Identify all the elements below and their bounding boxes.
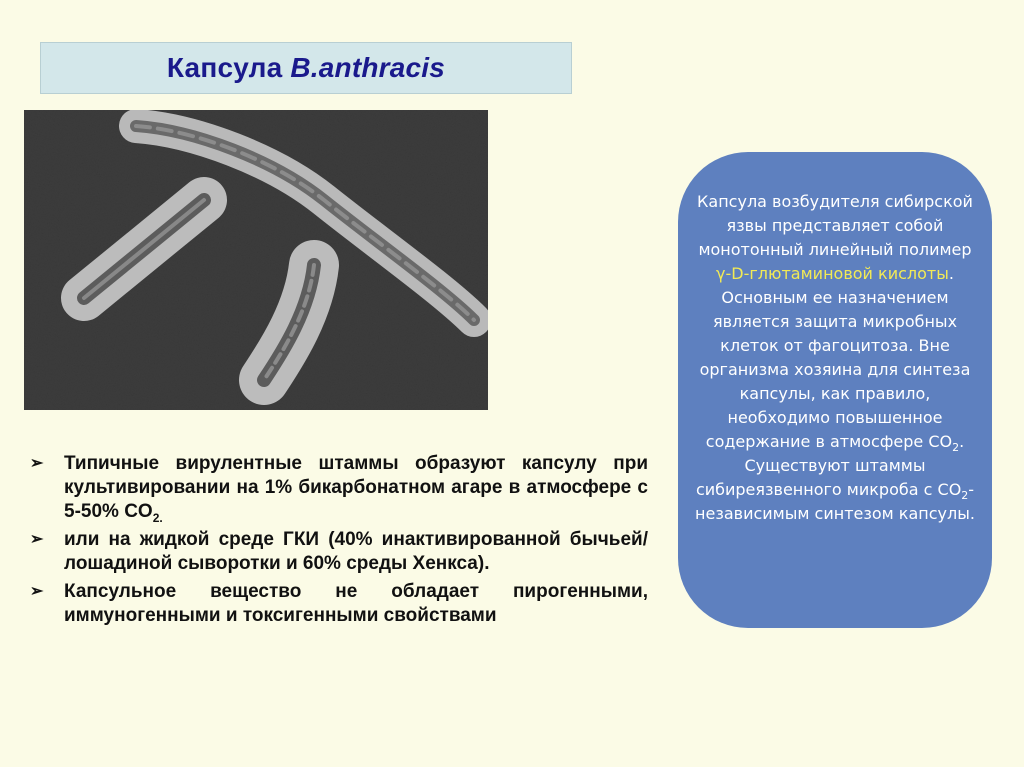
info-sub2: 2 (961, 489, 969, 503)
info-card (678, 152, 992, 628)
title-prefix: Капсула (166, 52, 291, 83)
list-item (28, 580, 648, 628)
capsule-micrograph (24, 110, 488, 410)
page-title (167, 52, 445, 84)
info-text-part3: . Существуют штаммы сибиреязвенного микроба с CO (695, 432, 965, 499)
info-sub1: 2 (952, 441, 960, 455)
title-italic: B.anthracis (290, 52, 446, 83)
bullet-text: Капсульное вещество не обладает пирогенными, иммуногенными и токсигенными свойствами (64, 581, 648, 626)
info-text-part2: . Основным ее назначением является защита микробных клеток от фагоцитоза. Вне организма хозяина для синтеза капсулы, как правило, необходимо повышенное содержание в атмосфере CO (699, 264, 971, 451)
arrow-bullet-icon: ➢ (30, 583, 44, 600)
bullet-text: Типичные вирулентные штаммы образуют капсулу при культивировании на 1% бикарбонатном агаре в атмосфере с 5-50% CO (64, 453, 648, 522)
list-item (28, 452, 648, 524)
info-highlight: γ-D-глютаминовой кислоты (716, 264, 949, 283)
info-text-part1: Капсула возбудителя сибирской язвы представляет собой монотонный линейный полимер (697, 192, 973, 259)
title-box (40, 42, 572, 94)
arrow-bullet-icon: ➢ (30, 531, 44, 548)
arrow-bullet-icon: ➢ (30, 455, 44, 472)
bullet-text: или на жидкой среде ГКИ (40% инактивированной бычьей/лошадиной сыворотки и 60% среды Хенкса). (64, 529, 648, 574)
info-text-part4: -независимым синтезом капсулы. (695, 480, 975, 523)
bullet-list (28, 452, 648, 632)
info-card-text (692, 190, 978, 526)
bullet-sub: 2. (152, 510, 163, 525)
list-item (28, 528, 648, 576)
